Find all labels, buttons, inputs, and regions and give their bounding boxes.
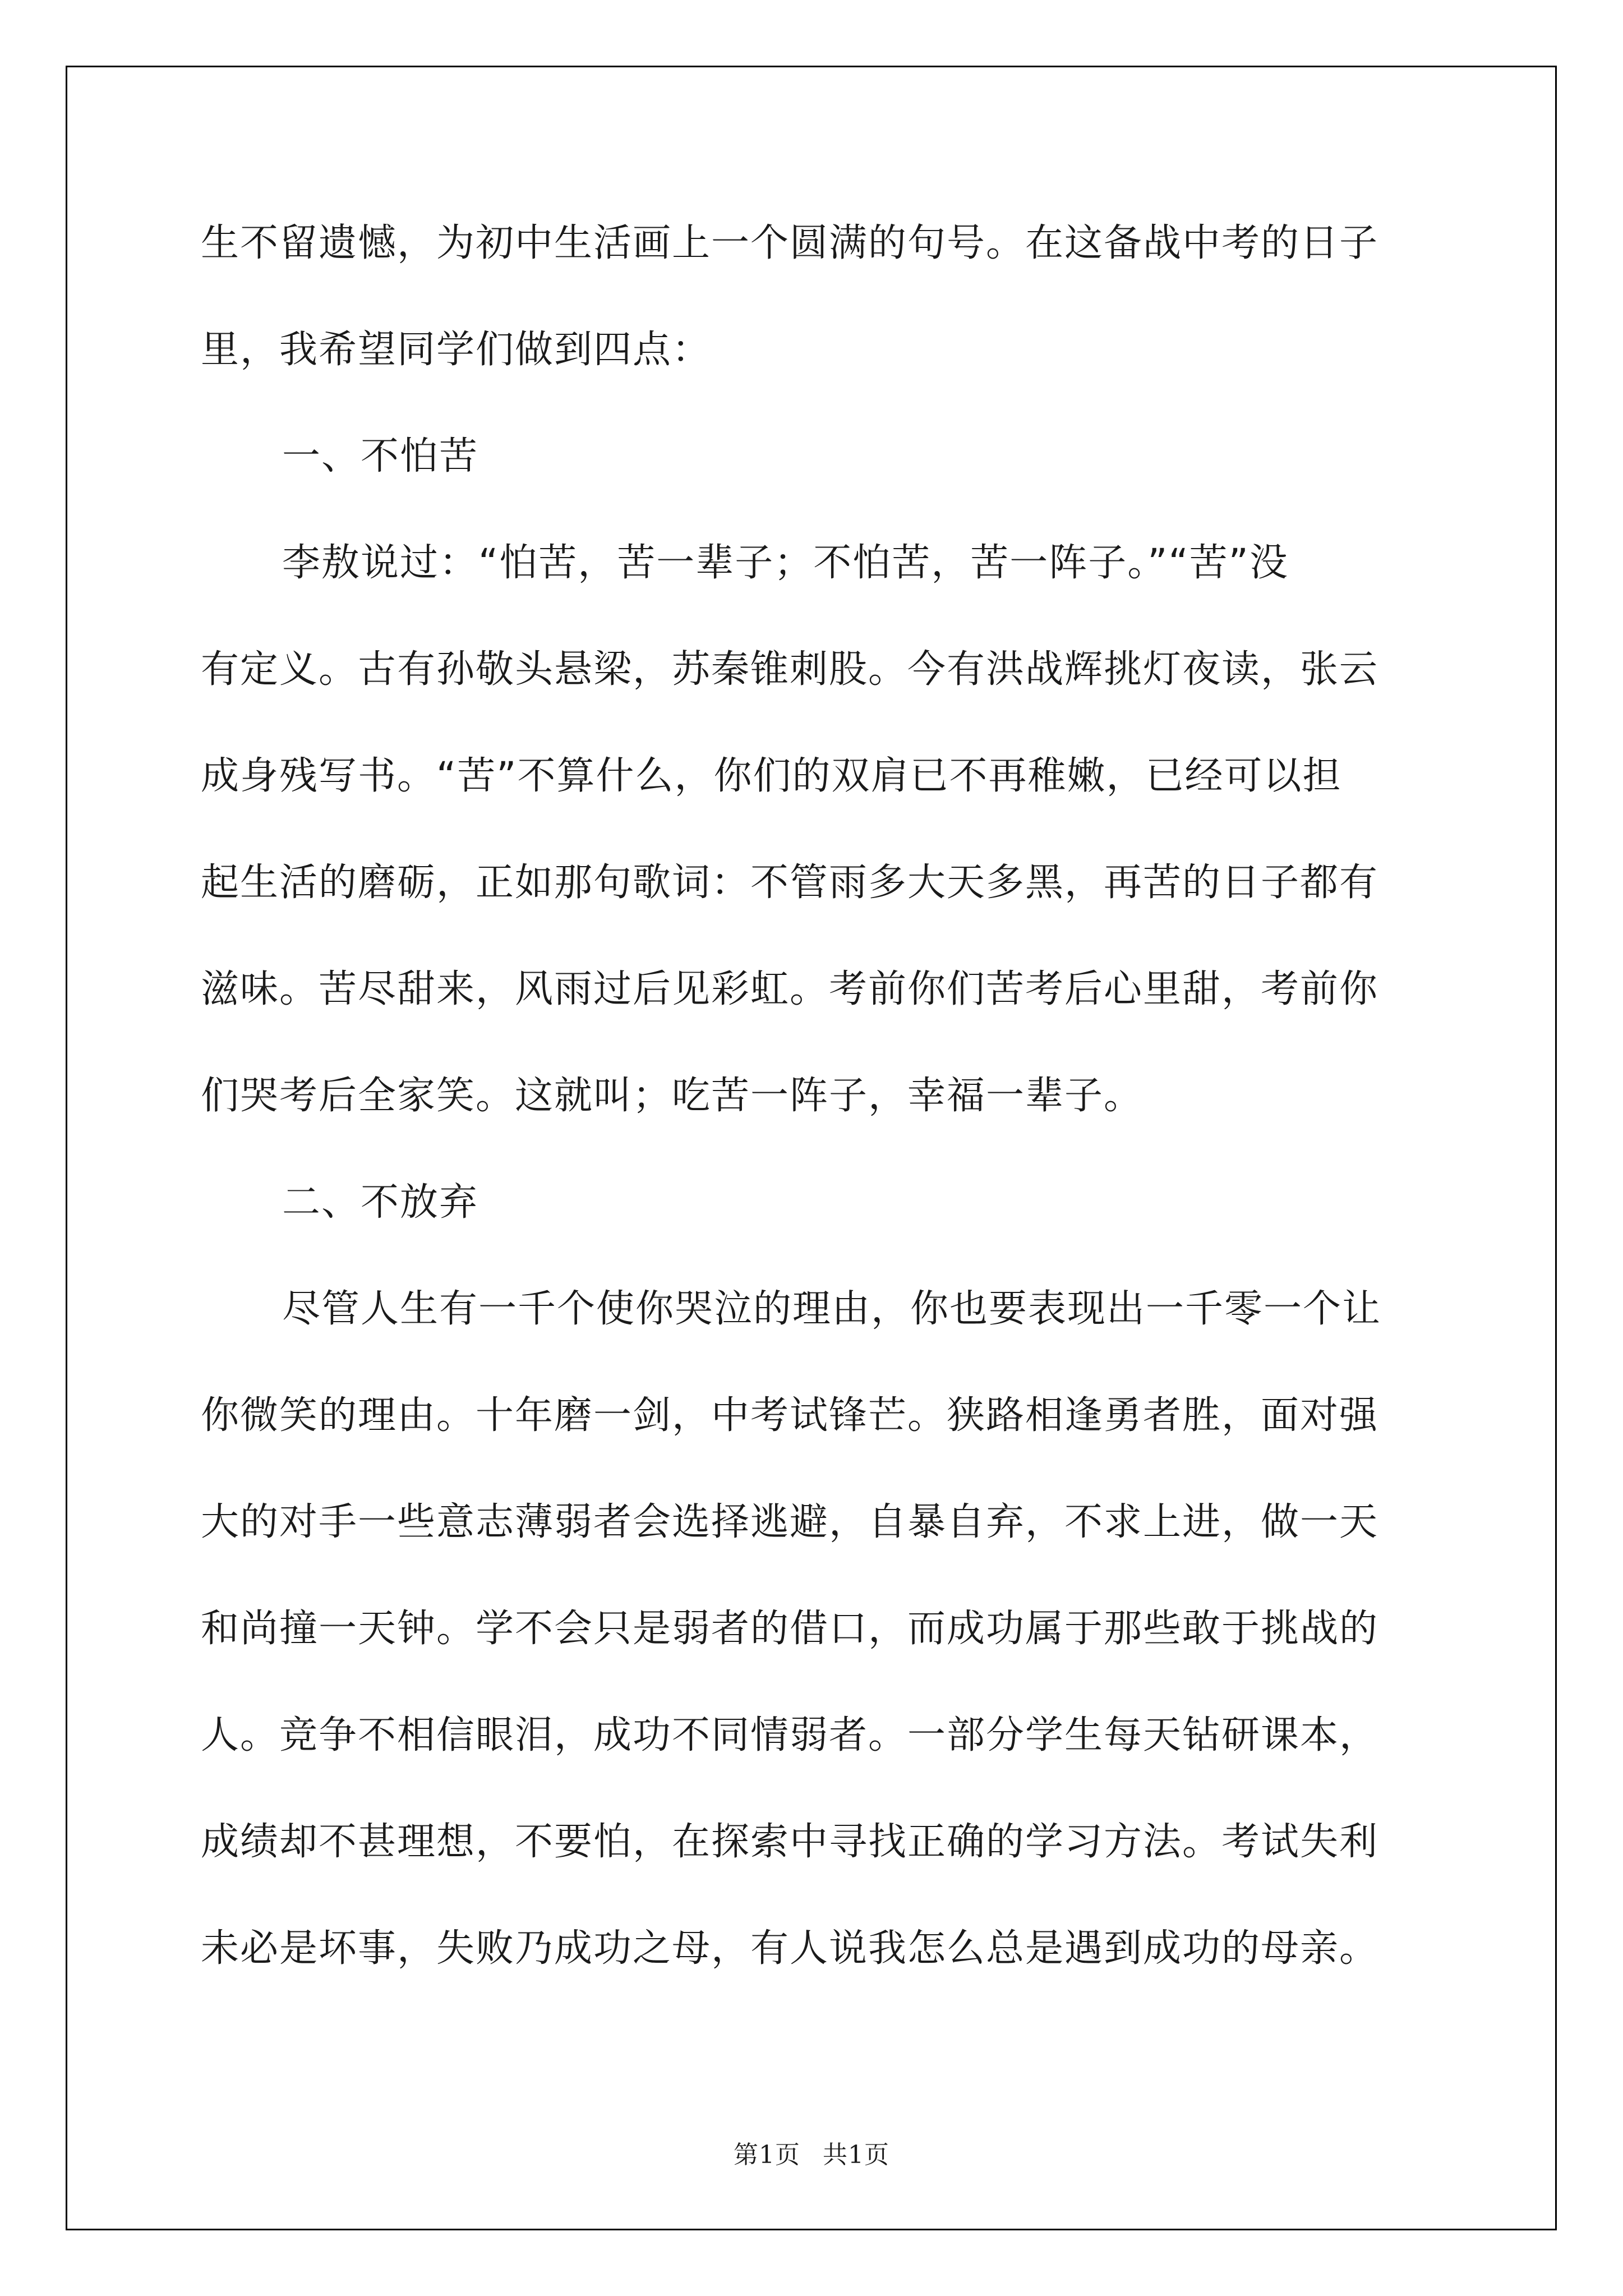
text-line: 生不留遗憾，为初中生活画上一个圆满的句号。在这备战中考的日子 bbox=[201, 221, 1379, 265]
section-heading: 一、不怕苦 bbox=[282, 434, 479, 478]
text-line: 们哭考后全家笑。这就叫；吃苦一阵子，幸福一辈子。 bbox=[201, 1074, 1144, 1118]
text-line: 有定义。古有孙敬头悬梁，苏秦锥刺股。今有洪战辉挑灯夜读，张云 bbox=[201, 647, 1379, 692]
section-heading: 二、不放弃 bbox=[282, 1180, 479, 1225]
text-line: 成绩却不甚理想，不要怕，在探索中寻找正确的学习方法。考试失利 bbox=[201, 1820, 1379, 1864]
text-line: 李敖说过：“怕苦，苦一辈子；不怕苦，苦一阵子。”“苦”没 bbox=[282, 541, 1289, 585]
text-line: 大的对手一些意志薄弱者会选择逃避，自暴自弃，不求上进，做一天 bbox=[201, 1500, 1379, 1544]
text-line: 人。竞争不相信眼泪，成功不同情弱者。一部分学生每天钻研课本， bbox=[201, 1713, 1379, 1757]
text-line: 尽管人生有一千个使你哭泣的理由，你也要表现出一千零一个让 bbox=[282, 1287, 1382, 1331]
text-line: 滋味。苦尽甜来，风雨过后见彩虹。考前你们苦考后心里甜，考前你 bbox=[201, 967, 1379, 1011]
page-number: 第1页 bbox=[734, 2141, 800, 2169]
text-line: 未必是坏事，失败乃成功之母，有人说我怎么总是遇到成功的母亲。 bbox=[201, 1926, 1379, 1971]
page-footer bbox=[0, 2134, 1623, 2170]
document-body bbox=[201, 221, 1435, 2036]
text-line: 起生活的磨砺，正如那句歌词：不管雨多大天多黑，再苦的日子都有 bbox=[201, 861, 1379, 905]
page-total: 共1页 bbox=[823, 2141, 889, 2169]
text-line: 成身残写书。“苦”不算什么，你们的双肩已不再稚嫩，已经可以担 bbox=[201, 754, 1342, 798]
text-line: 你微笑的理由。十年磨一剑，中考试锋芒。狭路相逢勇者胜，面对强 bbox=[201, 1393, 1379, 1438]
text-line: 和尚撞一天钟。学不会只是弱者的借口，而成功属于那些敢于挑战的 bbox=[201, 1607, 1379, 1651]
text-line: 里，我希望同学们做到四点： bbox=[201, 328, 712, 372]
